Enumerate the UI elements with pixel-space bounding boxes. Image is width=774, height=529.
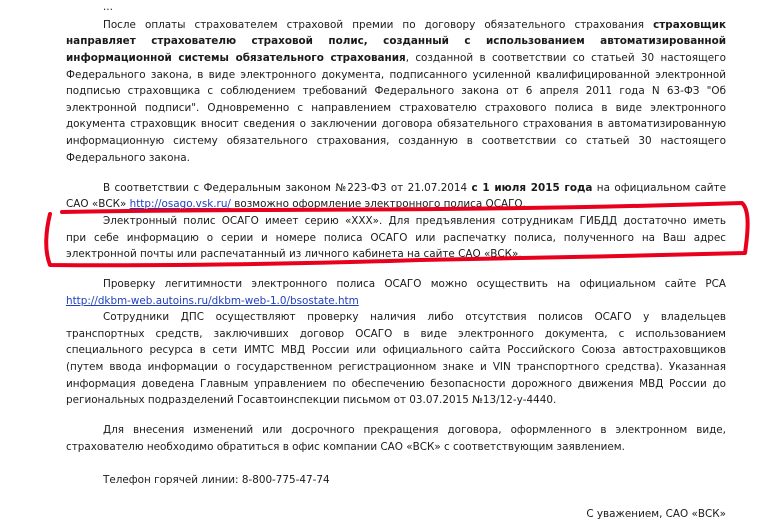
paragraph-2-line-2: САО «ВСК» http://osago.vsk.ru/ возможно оформление электронного полиса ОСАГО. <box>66 198 526 210</box>
paragraph-1-line-3: информационной системы обязательного страхования, созданной в соответствии со статьей 30 настоящего <box>66 52 726 64</box>
paragraph-4-line-1: Проверку легитимности электронного полиса ОСАГО можно осуществить на официальном сайте РСА <box>103 278 726 290</box>
osago-vsk-link[interactable]: http://osago.vsk.ru/ <box>129 198 231 210</box>
paragraph-6-line-2: страхователю необходимо обратиться в офис компании САО «ВСК» с соответствующим заявлением. <box>66 441 625 453</box>
paragraph-3-line-3: электронной почты или распечатанный из личного кабинета на сайте САО «ВСК». <box>66 248 522 260</box>
signature: С уважением, САО «ВСК» <box>586 508 726 520</box>
paragraph-3-line-1: Электронный полис ОСАГО имеет серию «ХХХ». Для предъявления сотрудникам ГИБДД достаточно иметь <box>103 215 726 227</box>
paragraph-6-line-1: Для внесения изменений или досрочного прекращения договора, оформленного в электронном виде, <box>103 424 726 436</box>
paragraph-5-line-2: транспортных средств, заключивших договор ОСАГО в виде электронного документа, с использованием <box>66 328 726 340</box>
paragraph-5-line-4: (путем ввода информации о государственном регистрационном знаке и VIN транспортного средства). Указанная <box>66 361 726 373</box>
paragraph-1-line-1: После оплаты страхователем страховой премии по договору обязательного страхования страховщик <box>103 19 726 31</box>
rsa-check-link[interactable]: http://dkbm-web.autoins.ru/dkbm-web-1.0/bsostate.htm <box>66 295 359 307</box>
paragraph-1-line-6: электронной подписи". Одновременно с направлением страхователю страхового полиса в виде электронного <box>66 102 726 114</box>
paragraph-1-line-4: Федерального закона, в виде электронного документа, подписанного усиленной квалифицированной электронной <box>66 69 726 81</box>
paragraph-1-line-2: направляет страхователю страховой полис, созданный с использованием автоматизированной <box>66 35 726 47</box>
paragraph-4-line-2 <box>66 294 726 309</box>
paragraph-5-line-1: Сотрудники ДПС осуществляют проверку наличия либо отсутствия полисов ОСАГО у владельцев <box>103 311 726 323</box>
paragraph-1-line-5: подписью страховщика с соблюдением требований Федерального закона от 6 апреля 2011 года N 63-ФЗ "Об <box>66 85 726 97</box>
hotline-text: Телефон горячей линии: 8-800-775-47-74 <box>103 474 330 486</box>
ellipsis: ... <box>103 1 113 13</box>
paragraph-5-line-5: информация доведена Главным управлением по обеспечению безопасности дорожного движения МВД России до <box>66 378 726 390</box>
paragraph-2-line-1: В соответствии с Федеральным законом №223-ФЗ от 21.07.2014 с 1 июля 2015 года на официальном сайте <box>103 182 726 194</box>
paragraph-3-line-2: при себе информацию о серии и номере полиса ОСАГО или распечатку полиса, полученного на Ваш адрес <box>66 232 726 244</box>
paragraph-5-line-6: региональных подразделений Госавтоинспекции письмом от 03.07.2015 №13/12-у-4440. <box>66 394 557 406</box>
paragraph-5-line-3: специального ресурса в сети ИМТС МВД России или официального сайта Российского Союза автостраховщиков <box>66 344 726 356</box>
paragraph-1-line-7: документа страховщик вносит сведения о заключении договора обязательного страхования в автоматизированную <box>66 118 726 130</box>
paragraph-1-line-9: Федерального закона. <box>66 152 190 164</box>
paragraph-1-line-8: информационную систему обязательного страхования, созданную в соответствии со статьей 30 настоящего <box>66 135 726 147</box>
